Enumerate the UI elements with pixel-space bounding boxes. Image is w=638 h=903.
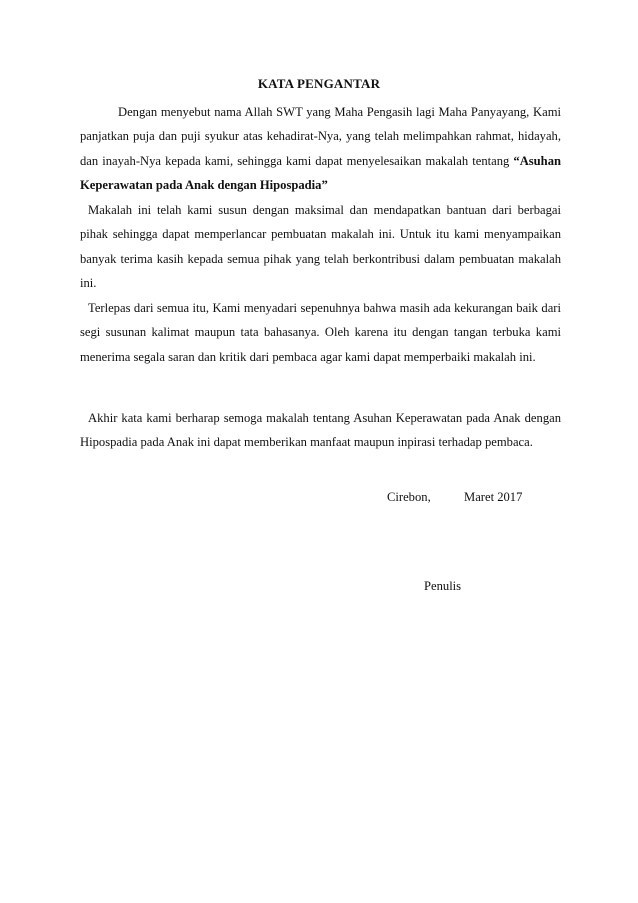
signature-place-date [387,485,522,509]
signature-date: Maret 2017 [464,490,523,504]
paragraph-closing: Akhir kata kami berharap semoga makalah tentang Asuhan Keperawatan pada Anak dengan Hipospadia pada Anak ini dapat memberikan manfaat maupun inpirasi terhadap pembaca. [80,411,561,450]
paragraph-acknowledgement: Makalah ini telah kami susun dengan maksimal dan mendapatkan bantuan dari berbagai pihak sehingga dapat memperlancar pembuatan makalah ini. Untuk itu kami menyampaikan banyak terima kasih kepada semua pihak yang telah berkontribusi dalam pembuatan makalah ini. [80,203,561,291]
paragraph-intro-bold-title: “Asuhan Keperawatan pada Anak dengan Hipospadia” [80,153,561,193]
signature-author: Penulis [424,579,462,593]
paragraph-intro-text: Dengan menyebut nama Allah SWT yang Maha Pengasih lagi Maha Panyayang, Kami panjatkan puja dan puji syukur atas kehadirat-Nya, yang telah melimpahkan rahmat, hidayah, dan inayah-Nya kepada kami, sehingga kami dapat menyelesaikan makalah tentang [80,105,561,168]
signature-city: Cirebon, [387,490,431,504]
paragraph-shortcomings: Terlepas dari semua itu, Kami menyadari sepenuhnya bahwa masih ada kekurangan baik dari segi susunan kalimat maupun tata bahasanya. Oleh karena itu dengan tangan terbuka kami menerima segala saran dan kritik dari pembaca agar kami dapat memperbaiki makalah ini. [80,301,561,364]
page-title: KATA PENGANTAR [257,76,381,91]
paragraph-intro [80,100,561,198]
